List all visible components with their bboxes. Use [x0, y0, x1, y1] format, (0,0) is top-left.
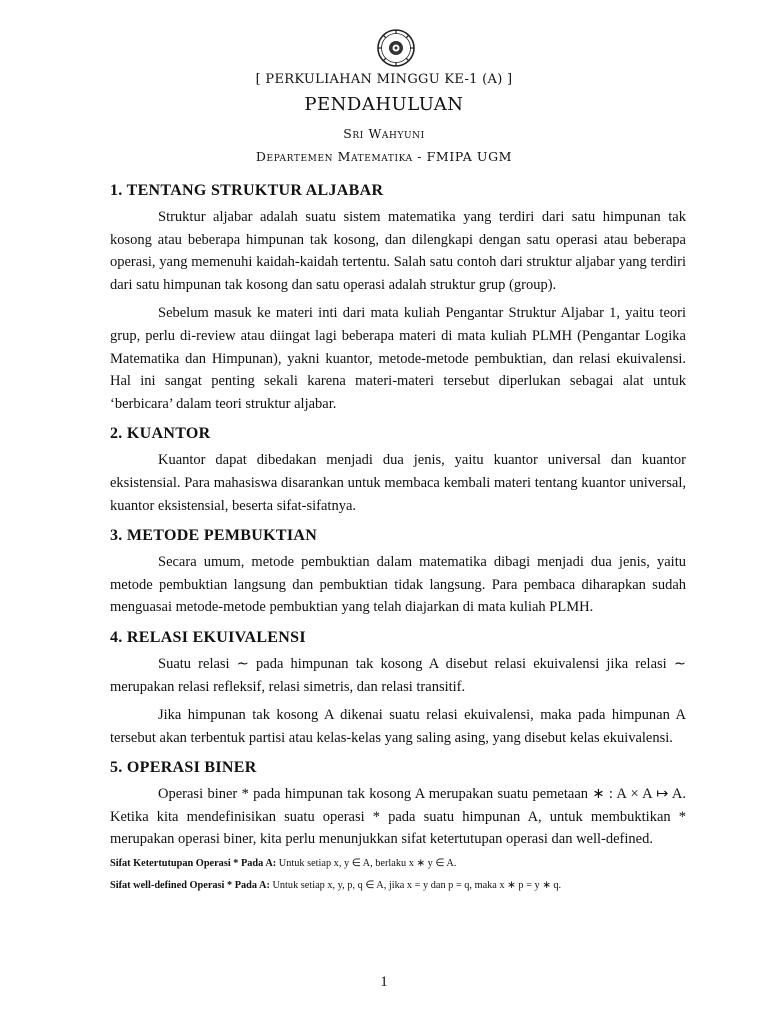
section-heading: 3. METODE PEMBUKTIAN [110, 527, 318, 545]
note-text: Untuk setiap x, y ∈ A, berlaku x ∗ y ∈ A. [278, 858, 457, 870]
note-text: Untuk setiap x, y, p, q ∈ A, jika x = y dan p = q, maka x ∗ p = y ∗ q. [272, 880, 562, 892]
section-kuantor [110, 425, 686, 517]
page-title: PENDAHULUAN [304, 94, 464, 115]
section-relasi-ekuivalensi [110, 629, 686, 749]
author-name: Sri Wahyuni [343, 126, 425, 141]
section-metode-pembuktian [110, 527, 686, 619]
paragraph: Kuantor dapat dibedakan menjadi dua jenis, yaitu kuantor universal dan kuantor eksistensial. Para mahasiswa disarankan untuk membaca kembali materi tentang kuantor universal, kuantor eksistensial, beserta sifat-sifatnya. [110, 452, 686, 514]
note-label: Sifat Ketertutupan Operasi * Pada A: [110, 858, 277, 870]
paragraph: Operasi biner * pada himpunan tak kosong A merupakan suatu pemetaan ∗ : A × A ↦ A. Ketika kita mendefinisikan suatu operasi * pada suatu himpunan A, untuk membuktikan * merupakan operasi biner, kita perlu menunjukkan sifat ketertutupan operasi dan well-defined. [110, 786, 686, 848]
paragraph: Struktur aljabar adalah suatu sistem matematika yang terdiri dari satu himpunan tak kosong atau beberapa himpunan tak kosong, dan dilengkapi dengan satu operasi atau beberapa operasi, yang memenuhi kaidah-kaidah tertentu. Salah satu contoh dari struktur aljabar yang terdiri dari satu himpunan tak kosong dan satu operasi adalah struktur grup (group). [110, 209, 686, 293]
section-heading: 2. KUANTOR [110, 425, 211, 443]
course-label: [ PERKULIAHAN MINGGU KE-1 (A) ] [255, 72, 513, 87]
paragraph: Secara umum, metode pembuktian dalam matematika dibagi menjadi dua jenis, yaitu metode pembuktian langsung dan pembuktian tidak langsung. Para pembaca diharapkan sudah menguasai metode-metode pembuktian yang telah diajarkan di mata kuliah PLMH. [110, 554, 686, 616]
section-struktur-aljabar [110, 182, 686, 415]
section-heading: 5. OPERASI BINER [110, 759, 257, 777]
section-operasi-biner [110, 759, 686, 893]
section-heading: 4. RELASI EKUIVALENSI [110, 628, 306, 646]
property-note-closure [110, 857, 686, 871]
property-note-well-defined [110, 879, 686, 893]
paragraph: Suatu relasi ∼ pada himpunan tak kosong A disebut relasi ekuivalensi jika relasi ∼ merupakan relasi refleksif, relasi simetris, dan relasi transitif. [110, 655, 686, 695]
paragraph: Sebelum masuk ke materi inti dari mata kuliah Pengantar Struktur Aljabar 1, yaitu teori grup, perlu di-review atau diingat lagi beberapa materi di mata kuliah PLMH (Pengantar Logika Matematika dan Himpunan), yakni kuantor, metode-metode pembuktian, dan relasi ekuivalensi. Hal ini sangat penting sekali karena materi-materi tersebut diperlukan sebagai alat untuk ‘berbicara’ dalam teori struktur aljabar. [110, 305, 686, 412]
document-body [110, 182, 686, 903]
section-heading: 1. TENTANG STRUKTUR ALJABAR [110, 182, 384, 199]
department-name: Departemen Matematika - FMIPA UGM [255, 149, 513, 164]
note-label: Sifat well-defined Operasi * Pada A: [110, 880, 270, 892]
university-seal-icon [376, 28, 416, 68]
page-number: 1 [380, 974, 388, 990]
paragraph: Jika himpunan tak kosong A dikenai suatu relasi ekuivalensi, maka pada himpunan A tersebut akan terbentuk partisi atau kelas-kelas yang saling asing, yang disebut kelas ekuivalensi. [110, 707, 686, 746]
